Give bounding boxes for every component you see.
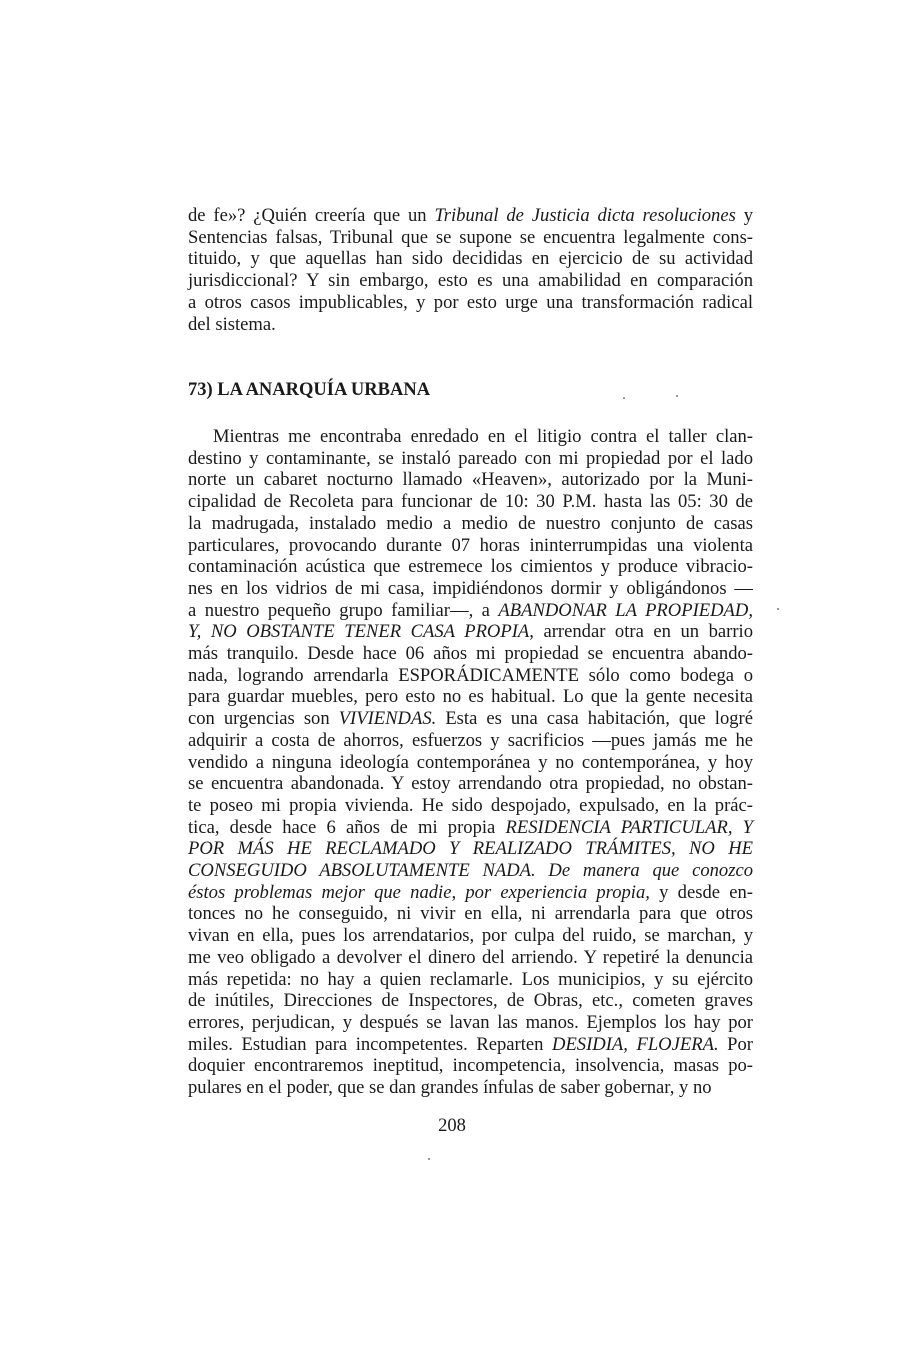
text-line — [188, 535, 753, 557]
text-line — [188, 838, 753, 860]
text-line — [188, 469, 753, 491]
text-line — [188, 1012, 753, 1034]
text-run: Mientras me encontraba enredado en el litigio contra el taller clan- — [213, 426, 753, 447]
italic-run: éstos problemas mejor que nadie, por experiencia propia, — [188, 881, 650, 903]
text-line — [188, 270, 753, 292]
text-run: más tranquilo. Desde hace 06 años mi propiedad se encuentra abando- — [188, 643, 753, 664]
text-run: Por — [718, 1033, 753, 1055]
text-run: para guardar muebles, pero esto no es habitual. Lo que la gente necesita — [188, 686, 753, 708]
text-line — [188, 314, 753, 336]
italic-run: Tribunal de Justicia dicta resoluciones — [434, 205, 736, 226]
text-run: a otros casos impublicables, y por esto urge una transformación radical — [188, 291, 753, 313]
text-line — [188, 686, 753, 708]
text-run: arrendar otra en un barrio — [533, 621, 753, 643]
text-line — [188, 947, 753, 969]
text-run: norte un cabaret nocturno llamado «Heaven», autorizado por la Muni- — [188, 469, 753, 491]
page-number: 208 — [438, 1116, 466, 1136]
text-line — [188, 248, 753, 270]
text-line — [188, 578, 753, 600]
text-run: de inútiles, Direcciones de Inspectores, de Obras, etc., cometen graves — [188, 990, 753, 1012]
text-line — [188, 752, 753, 774]
italic-run: CONSEGUIDO ABSOLUTAMENTE NADA. De manera que conozco — [188, 860, 753, 881]
text-run: y — [735, 205, 753, 226]
text-line — [188, 513, 753, 535]
scan-speck — [676, 395, 678, 397]
text-line — [188, 643, 753, 665]
text-line — [188, 1055, 753, 1077]
text-line — [188, 903, 753, 925]
text-line — [188, 1077, 753, 1099]
text-line — [188, 205, 753, 227]
text-run: con urgencias son — [188, 708, 339, 730]
text-run: se encuentra abandonada. Y estoy arrendando otra propiedad, no obstan- — [188, 773, 753, 795]
text-run: destino y contaminante, se instaló pareado con mi propiedad por el lado — [188, 447, 753, 469]
text-run: me veo obligado a devolver el dinero del arriendo. Y repetiré la denuncia — [188, 946, 753, 968]
text-line — [188, 969, 753, 991]
scan-speck — [623, 397, 625, 399]
text-run: de fe»? ¿Quién creería que un — [188, 205, 435, 226]
text-run: tonces no he conseguido, ni vivir en ella, ni arrendarla para que otros — [188, 903, 753, 925]
text-run: vivan en ella, pues los arrendatarios, por culpa del ruido, se marchan, y — [188, 925, 753, 947]
text-line — [188, 773, 753, 795]
text-run: del sistema. — [188, 313, 276, 335]
text-line — [188, 882, 753, 904]
scan-speck — [428, 1158, 430, 1160]
text-line — [188, 600, 753, 622]
text-run: nada, logrando arrendarla ESPORÁDICAMENTE sólo como bodega o — [188, 664, 753, 686]
text-run: cipalidad de Recoleta para funcionar de 10: 30 P.M. hasta las 05: 30 de — [188, 491, 753, 513]
text-run: Esta es una casa habitación, que logré — [436, 708, 753, 730]
text-run: vendido a ninguna ideología contemporánea y no contemporánea, y hoy — [188, 751, 753, 773]
text-line — [188, 795, 753, 817]
text-run: particulares, provocando durante 07 horas ininterrumpidas una violenta — [188, 534, 753, 556]
text-line — [188, 665, 753, 687]
text-run: más repetida: no hay a quien reclamarle. Los municipios, y su ejército — [188, 968, 753, 990]
italic-run: VIVIENDAS. — [338, 708, 437, 730]
text-run: errores, perjudican, y después se lavan las manos. Ejemplos los hay por — [188, 1011, 753, 1033]
text-line — [188, 491, 753, 513]
text-run: y desde en- — [649, 881, 753, 903]
text-line — [188, 817, 753, 839]
text-line — [188, 708, 753, 730]
text-run: tica, desde hace 6 años de mi propia — [188, 816, 506, 838]
italic-run: POR MÁS HE RECLAMADO Y REALIZADO TRÁMITES, NO HE — [188, 838, 753, 860]
text-run: te poseo mi propia vivienda. He sido despojado, expulsado, en la prác- — [188, 794, 753, 816]
text-run: contaminación acústica que estremece los cimientos y produce vibracio- — [188, 556, 753, 578]
text-line — [188, 227, 753, 249]
text-line — [188, 292, 753, 314]
text-line — [188, 860, 753, 882]
text-run: jurisdiccional? Y sin embargo, esto es una amabilidad en comparación — [188, 270, 753, 292]
text-run: pulares en el poder, que se dan grandes ínfulas de saber gobernar, y no — [188, 1077, 712, 1098]
section-heading: 73) LA ANARQUÍA URBANA — [188, 380, 431, 400]
text-line — [188, 1034, 753, 1056]
text-line — [188, 556, 753, 578]
text-line — [188, 925, 753, 947]
text-line — [188, 621, 753, 643]
text-run: tituido, y que aquellas han sido decididas en ejercicio de su actividad — [188, 248, 753, 270]
italic-run: Y, NO OBSTANTE TENER CASA PROPIA, — [188, 621, 534, 643]
text-line — [188, 448, 753, 470]
italic-run: ABANDONAR LA PROPIEDAD, — [498, 599, 753, 621]
text-run: miles. Estudian para incompetentes. Reparten — [188, 1033, 553, 1055]
text-run: adquirir a costa de ahorros, esfuerzos y sacrificios —pues jamás me he — [188, 729, 753, 751]
text-run: Sentencias falsas, Tribunal que se supone se encuentra legalmente cons- — [188, 226, 753, 248]
text-run: a nuestro pequeño grupo familiar—, a — [188, 599, 499, 621]
italic-run: DESIDIA, FLOJERA. — [552, 1033, 719, 1055]
text-line — [188, 990, 753, 1012]
text-run: la madrugada, instalado medio a medio de nuestro conjunto de casas — [188, 512, 753, 534]
scan-speck — [777, 608, 779, 610]
text-line — [213, 426, 753, 448]
text-run: doquier encontraremos ineptitud, incompetencia, insolvencia, masas po- — [188, 1055, 753, 1077]
italic-run: RESIDENCIA PARTICULAR, Y — [505, 816, 754, 838]
text-run: nes en los vidrios de mi casa, impidiéndonos dormir y obligándonos — — [188, 577, 753, 599]
text-line — [188, 730, 753, 752]
